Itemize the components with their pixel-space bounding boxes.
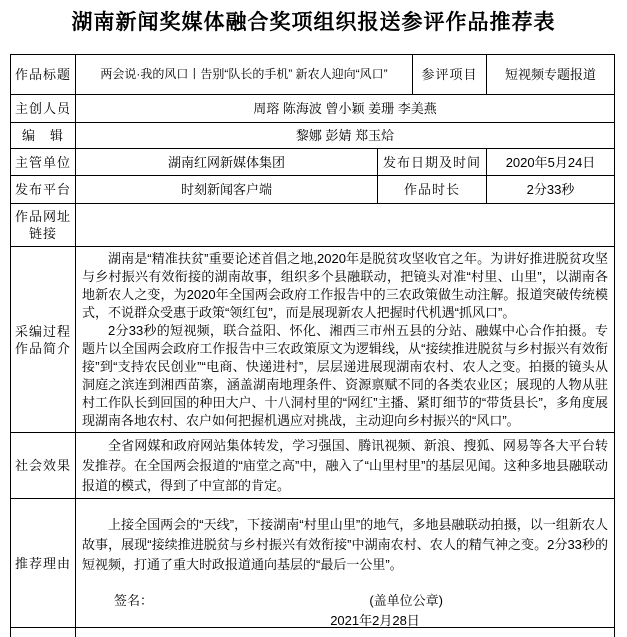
partial-bottom-value [76,628,614,637]
process-summary-value [76,247,614,432]
row-supervisor [11,149,614,176]
process-paragraph-2: 2分33秒的短视频，联合益阳、怀化、湘西三市州五县的分站、融媒中心合作拍摄。专题片以全国两会政府工作报告中三农政策原文为逻辑线，从“接续推进脱贫与乡村振兴有效衔接”到“支持农民创业”“电商、快递进村”，层层递进展现湖南农村、农人之变。拍摄的镜头从洞庭之滨连到湘西苗寨，涵盖湖南地理条件、资源禀赋不同的各类农业区；展现的人物从驻村工作队长到回国的种田大户、十八洞村里的“网红”主播、紧盯细节的“带货县长”，多角度展现湖南各地农村、农户如何把握机遇应对挑战，主动迎向乡村振兴的“风口”。 [82,323,608,428]
entry-category-value: 短视频专题报道 [504,67,596,82]
url-label [11,204,76,246]
platform-label: 发布平台 [11,176,76,203]
work-title-value: 两会说·我的风口丨告别“队长的手机” 新农人迎向“风口” [76,55,413,94]
social-effect-value [76,433,614,498]
seal-note: (盖单位公章) [369,593,443,608]
publish-date-label: 发布日期及时间 [378,149,487,175]
signature-date: 2021年2月28日 [330,613,420,627]
platform-value: 时刻新闻客户端 [76,176,378,203]
partial-bottom-label [11,628,76,637]
recommendation-form-table [10,54,615,637]
publish-date-value: 2020年5月24日 [505,154,596,170]
supervisor-value: 湖南红网新媒体集团 [76,149,378,175]
recommend-reason-value [76,499,614,627]
page-title: 湖南新闻奖媒体融合奖项组织报送参评作品推荐表 [71,11,556,34]
duration-value: 2分33秒 [526,182,575,197]
row-creators [11,95,614,123]
entry-category-label: 参评项目 [413,55,487,94]
row-url [11,204,614,247]
recommend-reason-paragraph: 上接全国两会的“天线”，下接湖南“村里山里”的地气，多地县融联动拍摄，以一组新农人故事，展现“接续推进脱贫与乡村振兴有效衔接”中湖南农村、农人的精气神之变。2分33秒的短视频，打通了重大时政报道通向基层的“最后一公里”。 [82,517,608,572]
row-recommend-reason [11,499,614,628]
social-effect-paragraph: 全省网媒和政府网站集体转发，学习强国、腾讯视频、新浪、搜狐、网易等各大平台转发推荐。在全国两会报道的“庙堂之高”中，融入了“山里村里”的基层见闻。这种多地县融联动报道的模式，得到了中宣部的肯定。 [82,438,608,493]
signature-label: 签名： [114,593,154,608]
row-social-effect [11,433,614,499]
url-value [76,204,614,246]
social-effect-label: 社会效果 [11,433,76,498]
editors-label: 编 辑 [11,123,76,148]
row-partial-bottom [11,628,614,637]
supervisor-label: 主管单位 [11,149,76,175]
work-title-label: 作品标题 [11,55,76,94]
process-summary-label [11,247,76,432]
row-platform [11,176,614,204]
signature-row [82,591,608,611]
recommend-reason-label: 推荐理由 [11,499,76,627]
creators-value: 周瑢 陈海波 曾小颖 姜珊 李美燕 [253,101,437,116]
row-process-summary [11,247,614,433]
row-editors [11,123,614,149]
process-summary-label-text: 采编过程作品简介 [15,323,72,356]
row-work-title [11,55,614,95]
editors-value: 黎娜 彭婧 郑玉烚 [295,128,395,143]
process-paragraph-1: 湖南是“精准扶贫”重要论述首倡之地,2020年是脱贫攻坚收官之年。为讲好推进脱贫攻坚与乡村振兴有效衔接的湖南故事，组织多个县融联动，把镜头对准“村里、山里”，以湖南各地新农人之变，为2020年全国两会政府工作报告中的三农政策做生动注解。报道突破传统模式，不说群众受惠于政策“领红包”，而是展现新农人把握时代机遇“抓风口”。 [82,251,608,320]
duration-label: 作品时长 [378,176,487,203]
creators-label: 主创人员 [11,95,76,122]
url-label-text: 作品网址链接 [15,209,72,241]
